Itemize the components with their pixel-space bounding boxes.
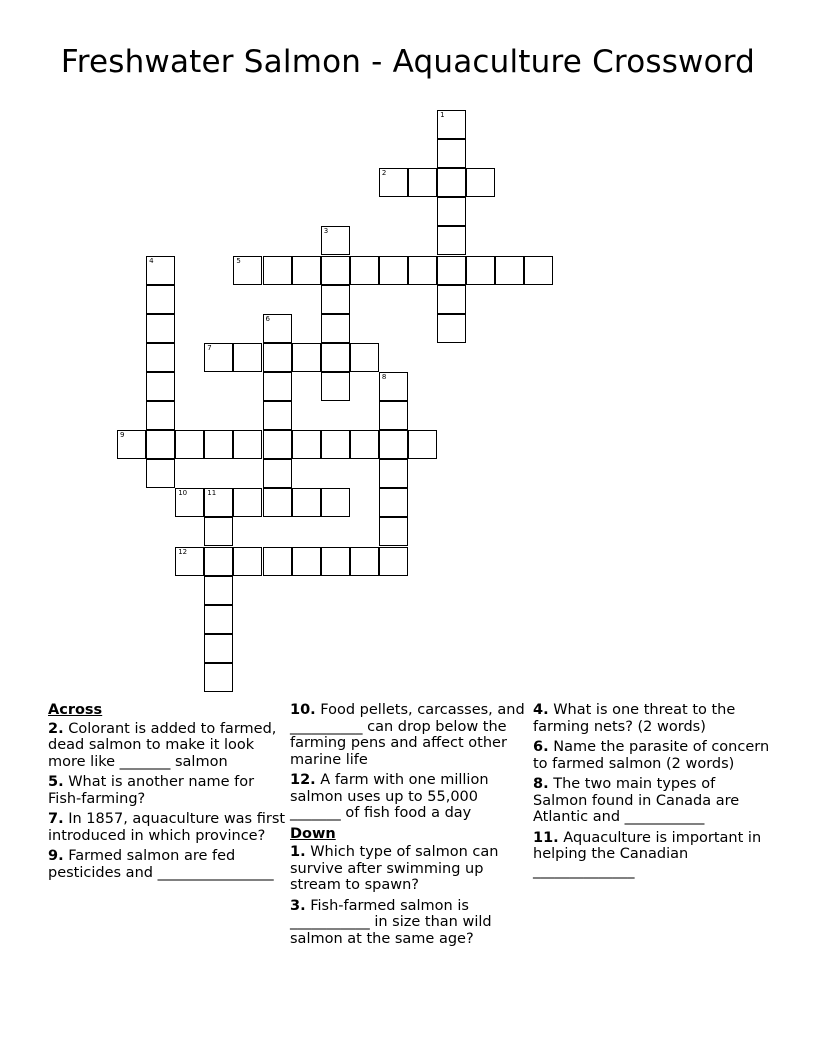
grid-cell[interactable] [204, 547, 233, 576]
grid-cell[interactable] [233, 256, 262, 285]
grid-cell[interactable] [263, 488, 292, 517]
grid-cell[interactable] [146, 372, 175, 401]
grid-cell[interactable] [321, 430, 350, 459]
grid-cell[interactable] [263, 547, 292, 576]
grid-cell[interactable] [437, 226, 466, 255]
cell-number: 12 [178, 547, 188, 556]
grid-cell[interactable] [263, 343, 292, 372]
grid-cell[interactable] [204, 343, 233, 372]
grid-cell[interactable] [263, 430, 292, 459]
grid-cell[interactable] [146, 401, 175, 430]
cell-number: 11 [207, 489, 217, 498]
clue-down-3: 3. Fish-farmed salmon is ___________ in size than wild salmon at the same age? [290, 897, 492, 947]
grid-cell[interactable] [379, 488, 408, 517]
grid-cell[interactable] [379, 517, 408, 546]
grid-cell[interactable] [437, 256, 466, 285]
grid-cell[interactable] [379, 168, 408, 197]
grid-cell[interactable] [263, 401, 292, 430]
clue-across-5: 5. What is another name for Fish-farming? [48, 774, 255, 807]
grid-cell[interactable] [263, 314, 292, 343]
grid-cell[interactable] [263, 372, 292, 401]
grid-cell[interactable] [379, 256, 408, 285]
grid-cell[interactable] [437, 110, 466, 139]
grid-cell[interactable] [292, 430, 321, 459]
grid-cell[interactable] [321, 285, 350, 314]
down-heading: Down [290, 825, 336, 842]
clue-across-7: 7. In 1857, aquaculture was first introduced in which province? [48, 811, 286, 844]
grid-cell[interactable] [292, 547, 321, 576]
grid-cell[interactable] [292, 256, 321, 285]
clue-down-1: 1. Which type of salmon can survive after swimming up stream to spawn? [290, 844, 499, 893]
cell-number: 3 [323, 227, 329, 236]
grid-cell[interactable] [408, 256, 437, 285]
grid-cell[interactable] [204, 634, 233, 663]
grid-cell[interactable] [321, 226, 350, 255]
clue-across-2: 2. Colorant is added to farmed, dead salmon to make it look more like _______ salmon [48, 720, 277, 770]
clues-column-2 [290, 702, 528, 951]
cell-number: 6 [265, 314, 270, 323]
grid-cell[interactable] [350, 256, 379, 285]
cell-number: 7 [207, 343, 212, 352]
clue-across-12: 12. A farm with one million salmon uses up to 55,000 _______ of fish food a day [290, 772, 489, 821]
grid-cell[interactable] [524, 256, 553, 285]
clue-across-9: 9. Farmed salmon are fed pesticides and ________________ [48, 848, 274, 881]
grid-cell[interactable] [321, 256, 350, 285]
grid-cell[interactable] [350, 547, 379, 576]
clue-across-10: 10. Food pellets, carcasses, and __________ can drop below the farming pens and affect other marine life [290, 702, 525, 768]
grid-cell[interactable] [495, 256, 524, 285]
grid-cell[interactable] [437, 168, 466, 197]
grid-cell[interactable] [233, 343, 262, 372]
grid-cell[interactable] [204, 605, 233, 634]
grid-cell[interactable] [350, 343, 379, 372]
page-title: Freshwater Salmon - Aquaculture Crossword [60, 44, 756, 80]
grid-cell[interactable] [146, 285, 175, 314]
grid-cell[interactable] [204, 517, 233, 546]
grid-cell[interactable] [204, 488, 233, 517]
grid-cell[interactable] [379, 547, 408, 576]
grid-cell[interactable] [321, 314, 350, 343]
grid-cell[interactable] [379, 459, 408, 488]
clues-column-3 [533, 702, 773, 883]
grid-cell[interactable] [321, 488, 350, 517]
grid-cell[interactable] [466, 256, 495, 285]
grid-cell[interactable] [408, 168, 437, 197]
grid-cell[interactable] [175, 430, 204, 459]
grid-cell[interactable] [321, 547, 350, 576]
grid-cell[interactable] [379, 372, 408, 401]
grid-cell[interactable] [437, 285, 466, 314]
clues-column-1 [48, 702, 286, 885]
clue-down-6: 6. Name the parasite of concern to farmed salmon (2 words) [533, 739, 770, 772]
grid-cell[interactable] [379, 401, 408, 430]
cell-number: 1 [440, 111, 445, 119]
cell-number: 8 [381, 372, 387, 381]
cell-number: 5 [236, 256, 241, 265]
grid-cell[interactable] [117, 430, 146, 459]
clue-down-4: 4. What is one threat to the farming nets? (2 words) [533, 702, 736, 735]
grid-cell[interactable] [263, 256, 292, 285]
grid-cell[interactable] [175, 547, 204, 576]
clue-down-8: 8. The two main types of Salmon found in Canada are Atlantic and ___________ [533, 776, 740, 825]
grid-cell[interactable] [408, 430, 437, 459]
grid-cell[interactable] [204, 430, 233, 459]
grid-cell[interactable] [437, 197, 466, 226]
grid-cell[interactable] [263, 459, 292, 488]
grid-cell[interactable] [233, 430, 262, 459]
grid-cell[interactable] [175, 488, 204, 517]
grid-cell[interactable] [146, 256, 175, 285]
grid-cell[interactable] [437, 314, 466, 343]
grid-cell[interactable] [233, 547, 262, 576]
cell-number: 10 [178, 489, 188, 498]
grid-cell[interactable] [233, 488, 262, 517]
cell-number: 9 [120, 431, 125, 440]
grid-cell[interactable] [146, 314, 175, 343]
grid-cell[interactable] [466, 168, 495, 197]
grid-cell[interactable] [204, 663, 233, 692]
clue-down-11: 11. Aquaculture is important in helping the Canadian ______________ [533, 829, 762, 879]
grid-cell[interactable] [321, 343, 350, 372]
grid-cell[interactable] [350, 430, 379, 459]
grid-cell[interactable] [292, 488, 321, 517]
grid-cell[interactable] [321, 372, 350, 401]
grid-cell[interactable] [379, 430, 408, 459]
grid-cell[interactable] [146, 459, 175, 488]
grid-cell[interactable] [437, 139, 466, 168]
cell-number: 2 [381, 169, 387, 178]
grid-cell[interactable] [292, 343, 321, 372]
grid-cell[interactable] [146, 343, 175, 372]
grid-cell[interactable] [204, 576, 233, 605]
across-heading: Across [48, 702, 103, 718]
grid-cell[interactable] [146, 430, 175, 459]
cell-number: 4 [149, 256, 154, 265]
